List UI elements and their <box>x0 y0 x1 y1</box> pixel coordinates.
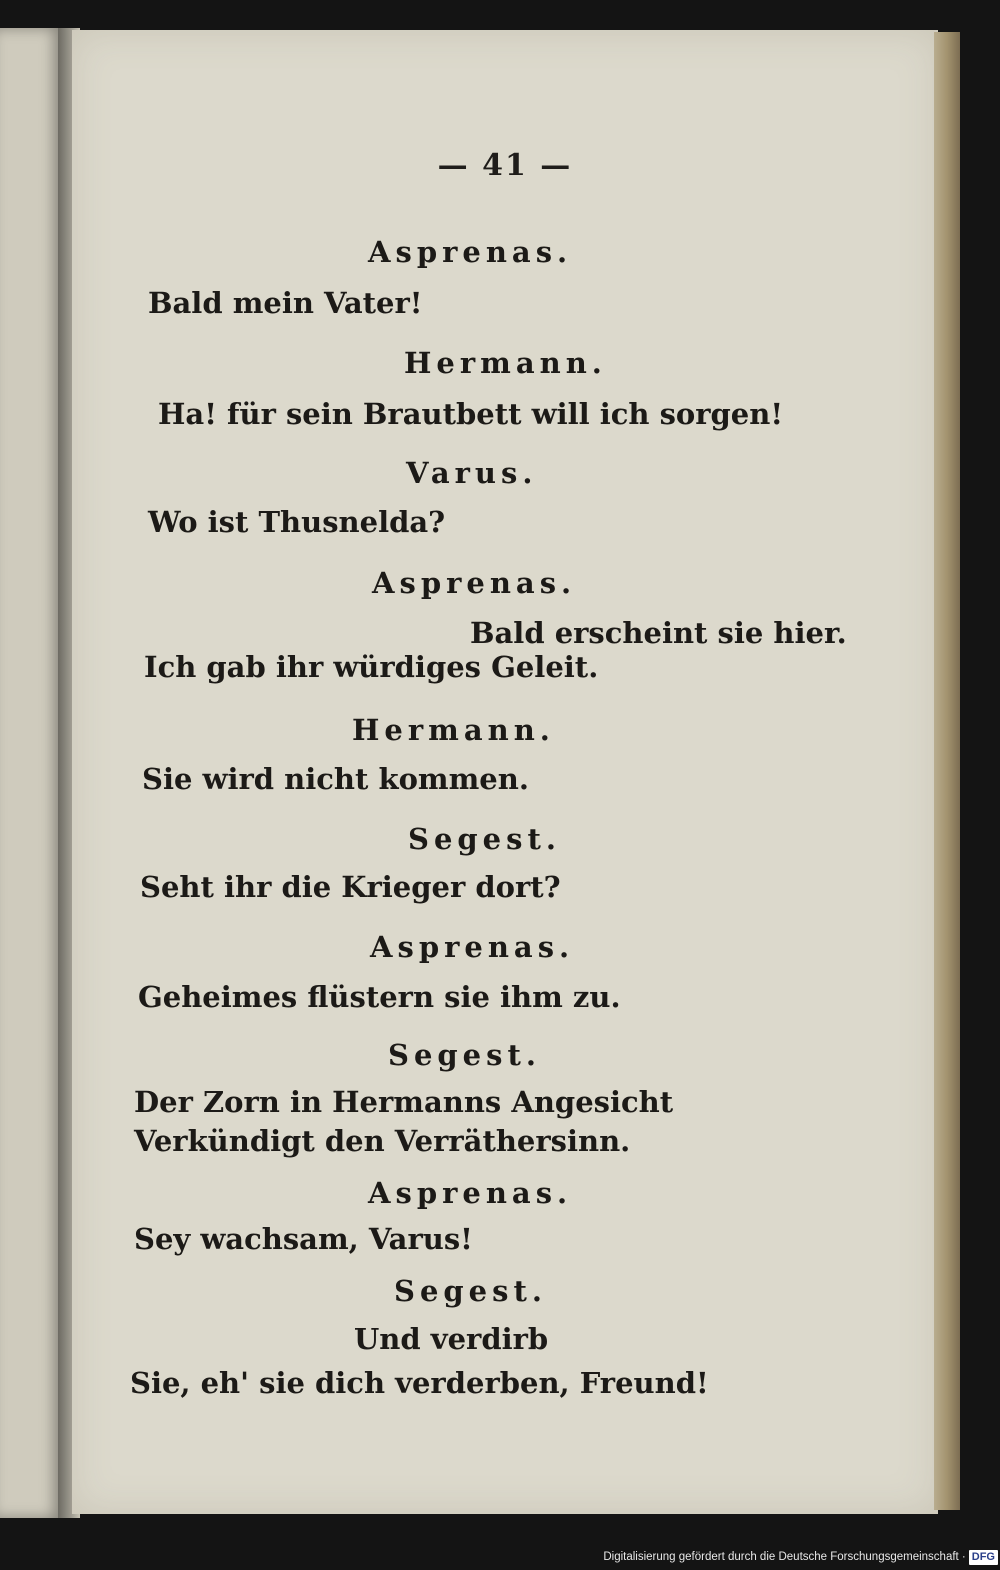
page-number: — 41 — <box>437 148 573 183</box>
book-page <box>72 30 938 1514</box>
speaker-hermann: Hermann. <box>352 713 555 747</box>
speaker-asprenas: Asprenas. <box>372 566 577 600</box>
verse-line: Bald erscheint sie hier. <box>470 616 847 650</box>
dfg-logo: DFG <box>969 1550 998 1565</box>
speaker-segest: Segest. <box>394 1274 547 1308</box>
verse-line: Der Zorn in Hermanns Angesicht <box>134 1085 674 1119</box>
verse-line: Seht ihr die Krieger dort? <box>140 870 561 904</box>
verse-line: Bald mein Vater! <box>148 286 423 320</box>
previous-page-edge <box>0 28 62 1518</box>
verse-line: Sie, eh' sie dich verderben, Freund! <box>130 1366 709 1400</box>
speaker-varus: Varus. <box>406 456 538 490</box>
verse-line: Sie wird nicht kommen. <box>142 762 529 796</box>
speaker-asprenas: Asprenas. <box>370 930 575 964</box>
verse-line: Geheimes flüstern sie ihm zu. <box>138 980 621 1014</box>
verse-line: Und verdirb <box>354 1322 549 1356</box>
credit-text: Digitalisierung gefördert durch die Deutsche Forschungsgemeinschaft · <box>603 1551 966 1563</box>
verse-line: Ich gab ihr würdiges Geleit. <box>144 650 599 684</box>
speaker-asprenas: Asprenas. <box>368 235 573 269</box>
verse-line: Wo ist Thusnelda? <box>148 505 446 539</box>
speaker-asprenas: Asprenas. <box>368 1176 573 1210</box>
verse-line: Sey wachsam, Varus! <box>134 1222 473 1256</box>
speaker-segest: Segest. <box>388 1038 541 1072</box>
verse-line: Verkündigt den Verräthersinn. <box>134 1124 631 1158</box>
digitization-credit <box>603 1547 998 1567</box>
speaker-segest: Segest. <box>408 822 561 856</box>
speaker-hermann: Hermann. <box>404 346 607 380</box>
page-block-edge <box>934 32 960 1510</box>
verse-line: Ha! für sein Brautbett will ich sorgen! <box>158 397 784 431</box>
